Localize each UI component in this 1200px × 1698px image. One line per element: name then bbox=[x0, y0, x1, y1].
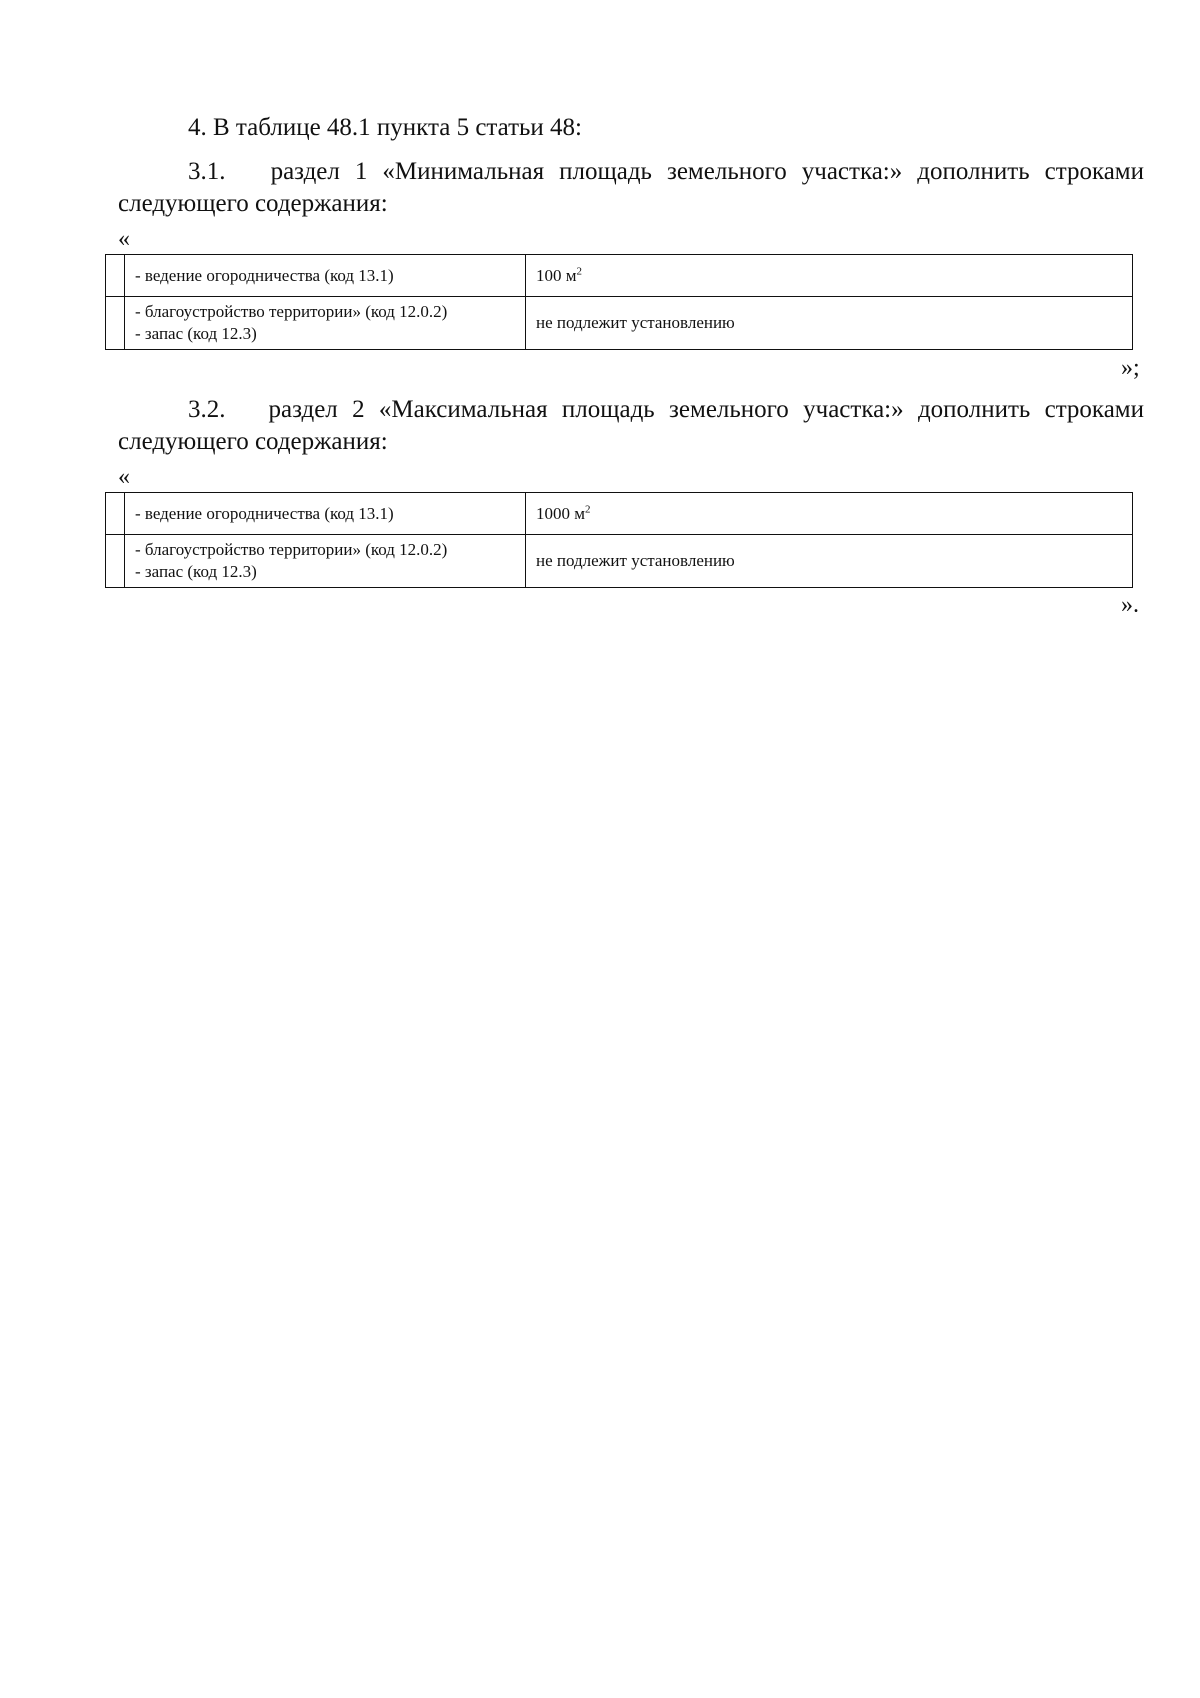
item-heading: 4. В таблице 48.1 пункта 5 статьи 48: bbox=[188, 114, 583, 141]
table-row bbox=[106, 493, 1133, 535]
empty-cell bbox=[106, 255, 125, 297]
row-label-line: - запас (код 12.3) bbox=[135, 324, 257, 343]
table-row bbox=[106, 255, 1133, 297]
table-row bbox=[106, 535, 1133, 588]
row-value bbox=[526, 255, 1133, 297]
section-2-text: раздел 2 «Максимальная площадь земельного участка:» дополнить строками следующего содержания: bbox=[118, 396, 1144, 455]
section-2-number: 3.2. bbox=[188, 396, 226, 423]
section-1-close-quote: »; bbox=[1121, 355, 1140, 381]
section-1-open-quote: « bbox=[118, 226, 130, 252]
section-1-table bbox=[105, 254, 1133, 350]
row-label bbox=[125, 535, 526, 588]
section-2-paragraph bbox=[118, 394, 1144, 458]
row-label bbox=[125, 297, 526, 350]
empty-cell bbox=[106, 493, 125, 535]
row-label-line: - благоустройство территории» (код 12.0.2) bbox=[135, 540, 448, 559]
empty-cell bbox=[106, 297, 125, 350]
row-label: - ведение огородничества (код 13.1) bbox=[125, 493, 526, 535]
row-label-line: - благоустройство территории» (код 12.0.2) bbox=[135, 302, 448, 321]
section-2-table bbox=[105, 492, 1133, 588]
section-2-open-quote: « bbox=[118, 464, 130, 490]
value-superscript: 2 bbox=[576, 264, 583, 277]
value-text: 1000 м bbox=[536, 503, 586, 523]
row-value bbox=[526, 493, 1133, 535]
row-value: не подлежит установлению bbox=[526, 535, 1133, 588]
section-1-paragraph bbox=[118, 156, 1144, 220]
table-row bbox=[106, 297, 1133, 350]
section-1-number: 3.1. bbox=[188, 158, 226, 185]
section-2-close-quote: ». bbox=[1121, 592, 1139, 618]
section-1-text: раздел 1 «Минимальная площадь земельного участка:» дополнить строками следующего содержания: bbox=[118, 158, 1145, 217]
row-value: не подлежит установлению bbox=[526, 297, 1133, 350]
empty-cell bbox=[106, 535, 125, 588]
row-label: - ведение огородничества (код 13.1) bbox=[125, 255, 526, 297]
value-superscript: 2 bbox=[585, 502, 591, 515]
row-label-line: - запас (код 12.3) bbox=[135, 562, 257, 581]
value-text: 100 м bbox=[536, 265, 577, 285]
